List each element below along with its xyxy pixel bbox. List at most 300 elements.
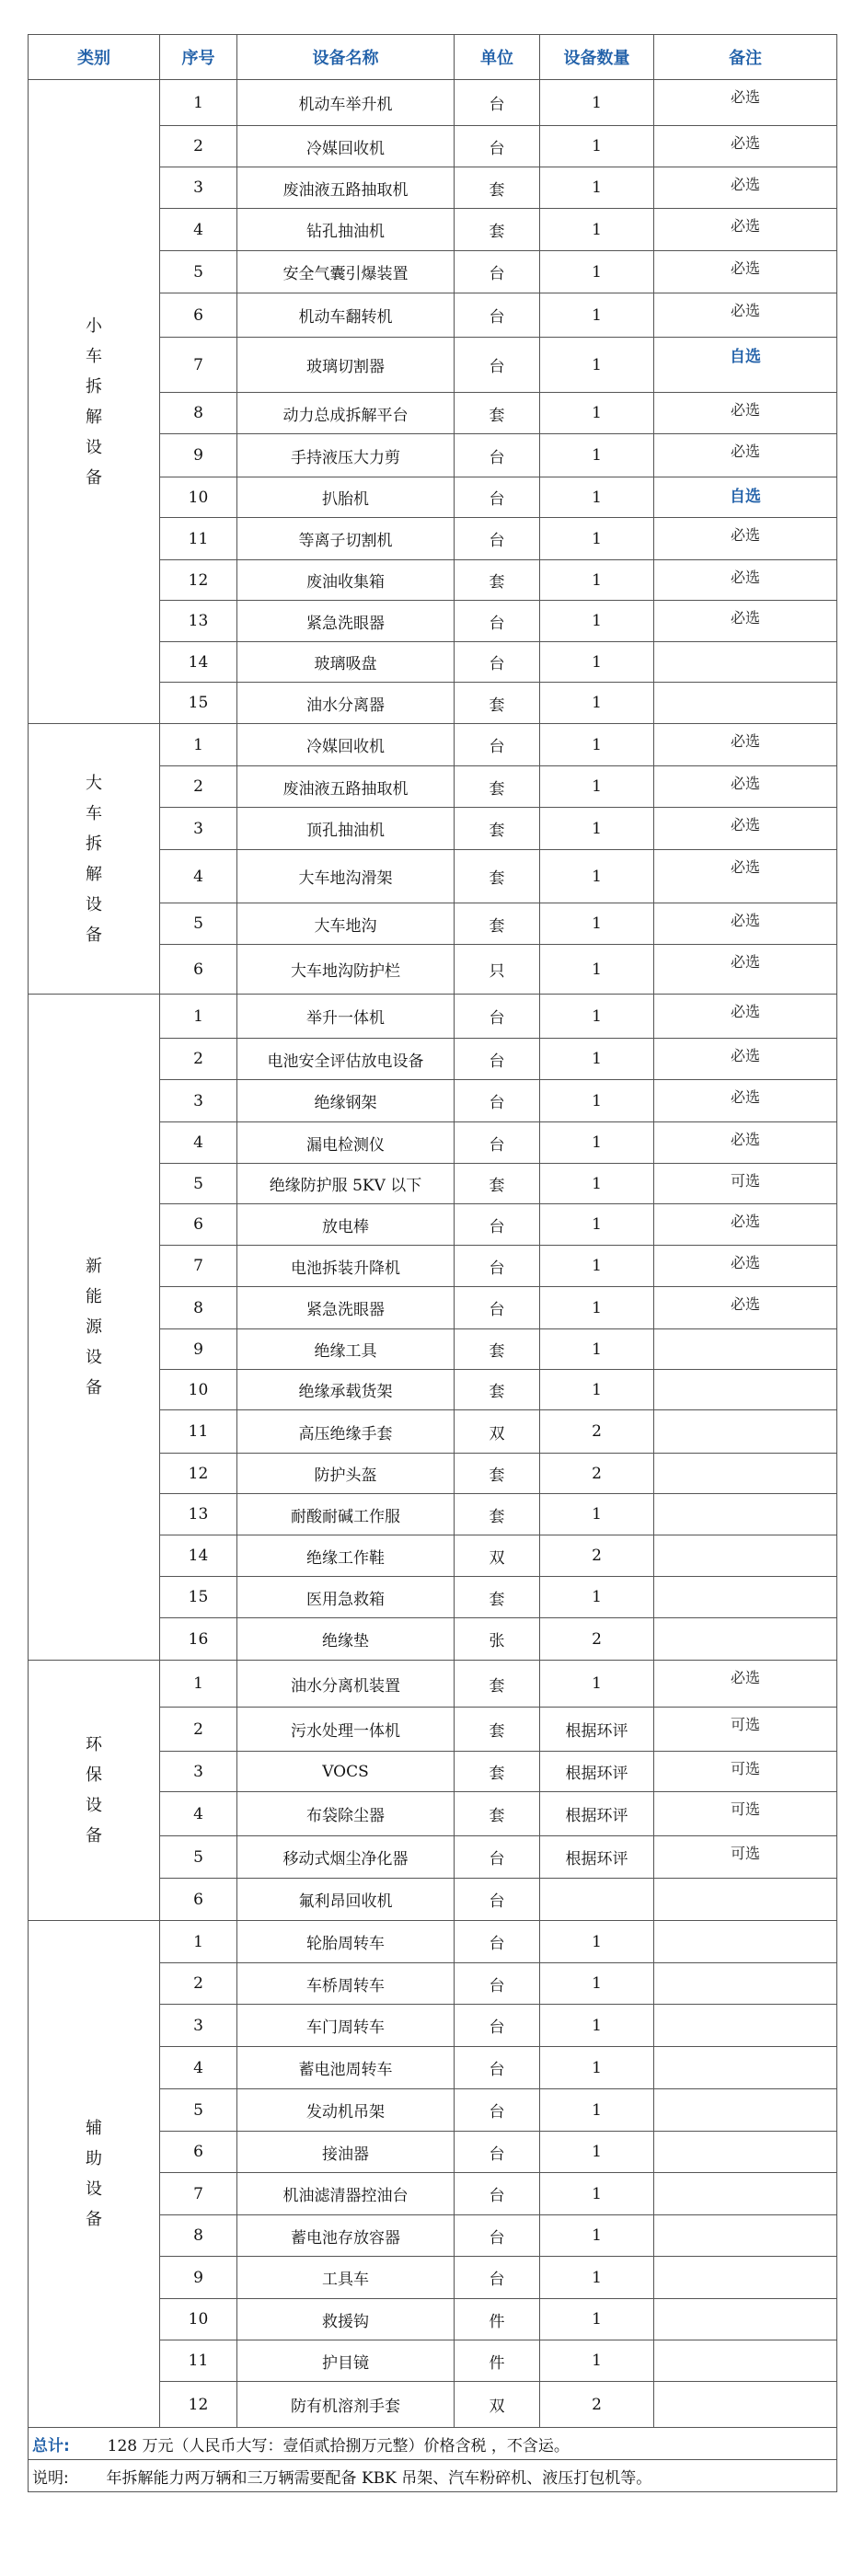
row-index: 4 <box>160 1122 237 1164</box>
quantity: 1 <box>540 126 654 167</box>
unit: 台 <box>455 434 540 477</box>
note-row <box>29 2460 837 2492</box>
unit: 台 <box>455 2257 540 2299</box>
unit: 台 <box>455 724 540 766</box>
row-index: 1 <box>160 995 237 1039</box>
quantity: 根据环评 <box>540 1752 654 1792</box>
row-index: 5 <box>160 903 237 945</box>
unit: 台 <box>455 1246 540 1287</box>
equipment-name: 玻璃吸盘 <box>237 642 455 683</box>
quantity: 1 <box>540 2005 654 2047</box>
row-index: 4 <box>160 2047 237 2089</box>
category-label: 环保设备 <box>86 1735 102 1846</box>
row-index: 3 <box>160 2005 237 2047</box>
remark <box>654 1963 837 2005</box>
equipment-name: 机动车举升机 <box>237 80 455 126</box>
quantity: 1 <box>540 1246 654 1287</box>
equipment-name: VOCS <box>237 1752 455 1792</box>
row-index: 2 <box>160 1039 237 1080</box>
row-index: 14 <box>160 1535 237 1577</box>
row-index: 10 <box>160 2299 237 2340</box>
row-index: 12 <box>160 2382 237 2428</box>
equipment-name: 氟利昂回收机 <box>237 1879 455 1921</box>
equipment-name: 蓄电池存放容器 <box>237 2215 455 2257</box>
row-index: 8 <box>160 2215 237 2257</box>
remark: 必选 <box>654 293 837 338</box>
quantity: 1 <box>540 2257 654 2299</box>
row-index: 7 <box>160 1246 237 1287</box>
equipment-name: 等离子切割机 <box>237 518 455 560</box>
remark <box>654 1879 837 1921</box>
row-index: 6 <box>160 2132 237 2173</box>
equipment-name: 油水分离器 <box>237 683 455 724</box>
remark: 必选 <box>654 126 837 167</box>
unit: 套 <box>455 1577 540 1618</box>
table-row <box>29 1661 837 1708</box>
row-index: 11 <box>160 1410 237 1454</box>
quantity: 1 <box>540 1370 654 1410</box>
unit: 套 <box>455 167 540 209</box>
remark: 必选 <box>654 850 837 903</box>
quantity: 1 <box>540 560 654 601</box>
unit: 双 <box>455 2382 540 2428</box>
equipment-name: 动力总成拆解平台 <box>237 393 455 434</box>
unit: 套 <box>455 808 540 850</box>
equipment-name: 耐酸耐碱工作服 <box>237 1494 455 1535</box>
quantity: 1 <box>540 1494 654 1535</box>
quantity: 2 <box>540 2382 654 2428</box>
remark <box>654 2340 837 2382</box>
equipment-name: 废油收集箱 <box>237 560 455 601</box>
remark: 必选 <box>654 209 837 251</box>
quantity: 1 <box>540 2132 654 2173</box>
remark <box>654 1535 837 1577</box>
row-index: 6 <box>160 1204 237 1246</box>
remark <box>654 683 837 724</box>
remark <box>654 642 837 683</box>
row-index: 3 <box>160 167 237 209</box>
equipment-table <box>28 34 837 2492</box>
unit: 台 <box>455 2132 540 2173</box>
remark: 必选 <box>654 903 837 945</box>
equipment-name: 蓄电池周转车 <box>237 2047 455 2089</box>
equipment-name: 医用急救箱 <box>237 1577 455 1618</box>
remark <box>654 2132 837 2173</box>
remark: 可选 <box>654 1708 837 1752</box>
equipment-name: 机油滤清器控油台 <box>237 2173 455 2215</box>
row-index: 1 <box>160 80 237 126</box>
equipment-name: 油水分离机装置 <box>237 1661 455 1708</box>
unit: 台 <box>455 1879 540 1921</box>
row-index: 1 <box>160 724 237 766</box>
remark: 可选 <box>654 1792 837 1836</box>
row-index: 3 <box>160 808 237 850</box>
unit: 台 <box>455 1039 540 1080</box>
row-index: 2 <box>160 766 237 808</box>
quantity: 1 <box>540 2340 654 2382</box>
header-name: 设备名称 <box>237 35 455 80</box>
remark <box>654 2215 837 2257</box>
quantity: 根据环评 <box>540 1708 654 1752</box>
unit: 台 <box>455 2173 540 2215</box>
unit: 套 <box>455 1708 540 1752</box>
remark <box>654 2382 837 2428</box>
remark: 可选 <box>654 1752 837 1792</box>
category-cell <box>29 724 160 995</box>
row-index: 5 <box>160 251 237 293</box>
row-index: 5 <box>160 2089 237 2132</box>
quantity: 1 <box>540 1122 654 1164</box>
remark: 必选 <box>654 1080 837 1122</box>
row-index: 16 <box>160 1618 237 1661</box>
equipment-name: 电池拆装升降机 <box>237 1246 455 1287</box>
equipment-name: 钻孔抽油机 <box>237 209 455 251</box>
quantity: 1 <box>540 945 654 995</box>
row-index: 2 <box>160 126 237 167</box>
quantity: 1 <box>540 1164 654 1204</box>
equipment-name: 绝缘承载货架 <box>237 1370 455 1410</box>
unit: 套 <box>455 560 540 601</box>
equipment-name: 绝缘钢架 <box>237 1080 455 1122</box>
remark <box>654 1370 837 1410</box>
quantity: 1 <box>540 1287 654 1329</box>
row-index: 1 <box>160 1921 237 1963</box>
remark <box>654 2005 837 2047</box>
remark: 可选 <box>654 1836 837 1879</box>
remark: 必选 <box>654 434 837 477</box>
remark: 必选 <box>654 808 837 850</box>
unit: 台 <box>455 1287 540 1329</box>
quantity: 1 <box>540 1963 654 2005</box>
unit: 台 <box>455 601 540 642</box>
equipment-name: 护目镜 <box>237 2340 455 2382</box>
unit: 套 <box>455 1792 540 1836</box>
quantity: 1 <box>540 1921 654 1963</box>
unit: 台 <box>455 1836 540 1879</box>
quantity: 1 <box>540 251 654 293</box>
remark: 必选 <box>654 1287 837 1329</box>
remark: 必选 <box>654 1661 837 1708</box>
equipment-name: 扒胎机 <box>237 477 455 518</box>
row-index: 5 <box>160 1836 237 1879</box>
quantity: 2 <box>540 1410 654 1454</box>
quantity: 1 <box>540 293 654 338</box>
equipment-name: 绝缘防护服 5KV 以下 <box>237 1164 455 1204</box>
equipment-name: 接油器 <box>237 2132 455 2173</box>
equipment-name: 紧急洗眼器 <box>237 1287 455 1329</box>
unit: 台 <box>455 2047 540 2089</box>
table-row <box>29 724 837 766</box>
equipment-name: 高压绝缘手套 <box>237 1410 455 1454</box>
unit: 套 <box>455 850 540 903</box>
table-body <box>29 80 837 2428</box>
remark <box>654 2299 837 2340</box>
unit: 套 <box>455 1164 540 1204</box>
row-index: 4 <box>160 1792 237 1836</box>
quantity: 根据环评 <box>540 1792 654 1836</box>
quantity: 1 <box>540 80 654 126</box>
quantity: 1 <box>540 2299 654 2340</box>
unit: 张 <box>455 1618 540 1661</box>
quantity: 1 <box>540 683 654 724</box>
unit: 台 <box>455 80 540 126</box>
quantity: 1 <box>540 1080 654 1122</box>
remark <box>654 1618 837 1661</box>
remark: 必选 <box>654 560 837 601</box>
remark: 必选 <box>654 167 837 209</box>
unit: 台 <box>455 2215 540 2257</box>
row-index: 11 <box>160 2340 237 2382</box>
row-index: 5 <box>160 1164 237 1204</box>
equipment-name: 电池安全评估放电设备 <box>237 1039 455 1080</box>
category-cell <box>29 1661 160 1921</box>
remark <box>654 1921 837 1963</box>
equipment-name: 冷媒回收机 <box>237 126 455 167</box>
remark <box>654 1410 837 1454</box>
remark <box>654 2173 837 2215</box>
equipment-name: 车门周转车 <box>237 2005 455 2047</box>
unit: 台 <box>455 1080 540 1122</box>
equipment-name: 举升一体机 <box>237 995 455 1039</box>
equipment-name: 放电棒 <box>237 1204 455 1246</box>
equipment-name: 移动式烟尘净化器 <box>237 1836 455 1879</box>
unit: 台 <box>455 642 540 683</box>
remark: 必选 <box>654 1204 837 1246</box>
equipment-name: 布袋除尘器 <box>237 1792 455 1836</box>
remark: 必选 <box>654 1122 837 1164</box>
row-index: 2 <box>160 1708 237 1752</box>
category-cell <box>29 995 160 1661</box>
quantity: 1 <box>540 1577 654 1618</box>
equipment-name: 绝缘工作鞋 <box>237 1535 455 1577</box>
remark: 必选 <box>654 80 837 126</box>
row-index: 15 <box>160 683 237 724</box>
equipment-name: 绝缘工具 <box>237 1329 455 1370</box>
category-label: 小车拆解设备 <box>86 316 102 488</box>
equipment-name: 冷媒回收机 <box>237 724 455 766</box>
unit: 台 <box>455 338 540 393</box>
total-row <box>29 2428 837 2460</box>
remark: 必选 <box>654 1039 837 1080</box>
table-row <box>29 1921 837 1963</box>
remark: 必选 <box>654 393 837 434</box>
equipment-name: 大车地沟防护栏 <box>237 945 455 995</box>
unit: 台 <box>455 1122 540 1164</box>
quantity: 1 <box>540 642 654 683</box>
row-index: 6 <box>160 945 237 995</box>
note-text: 年拆解能力两万辆和三万辆需要配备 KBK 吊架、汽车粉碎机、液压打包机等。 <box>106 2468 652 2488</box>
row-index: 10 <box>160 1370 237 1410</box>
header-row <box>29 35 837 80</box>
remark: 可选 <box>654 1164 837 1204</box>
remark: 必选 <box>654 1246 837 1287</box>
quantity: 1 <box>540 2173 654 2215</box>
unit: 台 <box>455 251 540 293</box>
header-category: 类别 <box>29 35 160 80</box>
equipment-name: 防有机溶剂手套 <box>237 2382 455 2428</box>
row-index: 6 <box>160 293 237 338</box>
unit: 只 <box>455 945 540 995</box>
table-row <box>29 80 837 126</box>
unit: 双 <box>455 1410 540 1454</box>
unit: 台 <box>455 1963 540 2005</box>
remark: 自选 <box>654 338 837 393</box>
quantity: 2 <box>540 1618 654 1661</box>
remark: 必选 <box>654 995 837 1039</box>
header-index: 序号 <box>160 35 237 80</box>
quantity: 1 <box>540 995 654 1039</box>
quantity: 2 <box>540 1535 654 1577</box>
unit: 台 <box>455 293 540 338</box>
unit: 套 <box>455 1661 540 1708</box>
unit: 台 <box>455 126 540 167</box>
category-label: 大车拆解设备 <box>86 773 102 945</box>
row-index: 15 <box>160 1577 237 1618</box>
quantity: 1 <box>540 1661 654 1708</box>
remark <box>654 2047 837 2089</box>
row-index: 9 <box>160 434 237 477</box>
header-unit: 单位 <box>455 35 540 80</box>
quantity: 1 <box>540 724 654 766</box>
quantity: 1 <box>540 1204 654 1246</box>
row-index: 12 <box>160 560 237 601</box>
unit: 台 <box>455 518 540 560</box>
equipment-name: 漏电检测仪 <box>237 1122 455 1164</box>
remark <box>654 2089 837 2132</box>
remark <box>654 1454 837 1494</box>
table-row <box>29 995 837 1039</box>
quantity: 根据环评 <box>540 1836 654 1879</box>
remark: 必选 <box>654 601 837 642</box>
header-remark: 备注 <box>654 35 837 80</box>
unit: 套 <box>455 903 540 945</box>
remark: 必选 <box>654 724 837 766</box>
equipment-name: 车桥周转车 <box>237 1963 455 2005</box>
row-index: 9 <box>160 2257 237 2299</box>
remark: 自选 <box>654 477 837 518</box>
row-index: 12 <box>160 1454 237 1494</box>
equipment-name: 轮胎周转车 <box>237 1921 455 1963</box>
quantity: 1 <box>540 209 654 251</box>
unit: 套 <box>455 766 540 808</box>
unit: 套 <box>455 393 540 434</box>
equipment-name: 大车地沟滑架 <box>237 850 455 903</box>
quantity: 1 <box>540 167 654 209</box>
row-index: 6 <box>160 1879 237 1921</box>
category-label: 新能源设备 <box>86 1257 102 1397</box>
header-quantity: 设备数量 <box>540 35 654 80</box>
quantity: 1 <box>540 1329 654 1370</box>
row-index: 10 <box>160 477 237 518</box>
row-index: 4 <box>160 850 237 903</box>
quantity: 1 <box>540 601 654 642</box>
remark: 必选 <box>654 251 837 293</box>
equipment-name: 大车地沟 <box>237 903 455 945</box>
unit: 台 <box>455 1204 540 1246</box>
note-label: 说明: <box>32 2468 69 2488</box>
unit: 台 <box>455 2089 540 2132</box>
remark <box>654 1329 837 1370</box>
row-index: 7 <box>160 2173 237 2215</box>
unit: 套 <box>455 1370 540 1410</box>
row-index: 14 <box>160 642 237 683</box>
equipment-name: 救援钩 <box>237 2299 455 2340</box>
equipment-name: 手持液压大力剪 <box>237 434 455 477</box>
remark: 必选 <box>654 518 837 560</box>
equipment-name: 绝缘垫 <box>237 1618 455 1661</box>
quantity: 1 <box>540 850 654 903</box>
quantity: 1 <box>540 393 654 434</box>
equipment-name: 紧急洗眼器 <box>237 601 455 642</box>
row-index: 7 <box>160 338 237 393</box>
quantity <box>540 1879 654 1921</box>
equipment-name: 安全气囊引爆装置 <box>237 251 455 293</box>
unit: 件 <box>455 2299 540 2340</box>
quantity: 1 <box>540 903 654 945</box>
unit: 套 <box>455 1752 540 1792</box>
unit: 台 <box>455 2005 540 2047</box>
remark <box>654 2257 837 2299</box>
unit: 套 <box>455 1329 540 1370</box>
quantity: 1 <box>540 2215 654 2257</box>
total-text: 128 万元（人民币大写：壹佰贰拾捌万元整）价格含税 ，不含运。 <box>107 2436 570 2455</box>
unit: 套 <box>455 1494 540 1535</box>
row-index: 8 <box>160 1287 237 1329</box>
row-index: 9 <box>160 1329 237 1370</box>
remark: 必选 <box>654 766 837 808</box>
quantity: 2 <box>540 1454 654 1494</box>
remark <box>654 1577 837 1618</box>
equipment-name: 污水处理一体机 <box>237 1708 455 1752</box>
category-cell <box>29 1921 160 2428</box>
total-label: 总计: <box>32 2436 70 2455</box>
quantity: 1 <box>540 2089 654 2132</box>
row-index: 3 <box>160 1080 237 1122</box>
quantity: 1 <box>540 1039 654 1080</box>
unit: 台 <box>455 995 540 1039</box>
quantity: 1 <box>540 518 654 560</box>
equipment-name: 发动机吊架 <box>237 2089 455 2132</box>
category-cell <box>29 80 160 724</box>
row-index: 8 <box>160 393 237 434</box>
row-index: 4 <box>160 209 237 251</box>
unit: 套 <box>455 1454 540 1494</box>
unit: 台 <box>455 1921 540 1963</box>
quantity: 1 <box>540 2047 654 2089</box>
equipment-name: 防护头盔 <box>237 1454 455 1494</box>
category-label: 辅助设备 <box>86 2119 102 2229</box>
row-index: 3 <box>160 1752 237 1792</box>
row-index: 13 <box>160 601 237 642</box>
remark <box>654 1494 837 1535</box>
quantity: 1 <box>540 766 654 808</box>
quantity: 1 <box>540 477 654 518</box>
unit: 台 <box>455 477 540 518</box>
unit: 件 <box>455 2340 540 2382</box>
quantity: 1 <box>540 434 654 477</box>
row-index: 2 <box>160 1963 237 2005</box>
remark: 必选 <box>654 945 837 995</box>
equipment-name: 机动车翻转机 <box>237 293 455 338</box>
equipment-name: 废油液五路抽取机 <box>237 167 455 209</box>
quantity: 1 <box>540 808 654 850</box>
unit: 套 <box>455 683 540 724</box>
row-index: 13 <box>160 1494 237 1535</box>
equipment-name: 顶孔抽油机 <box>237 808 455 850</box>
quantity: 1 <box>540 338 654 393</box>
unit: 套 <box>455 209 540 251</box>
row-index: 11 <box>160 518 237 560</box>
